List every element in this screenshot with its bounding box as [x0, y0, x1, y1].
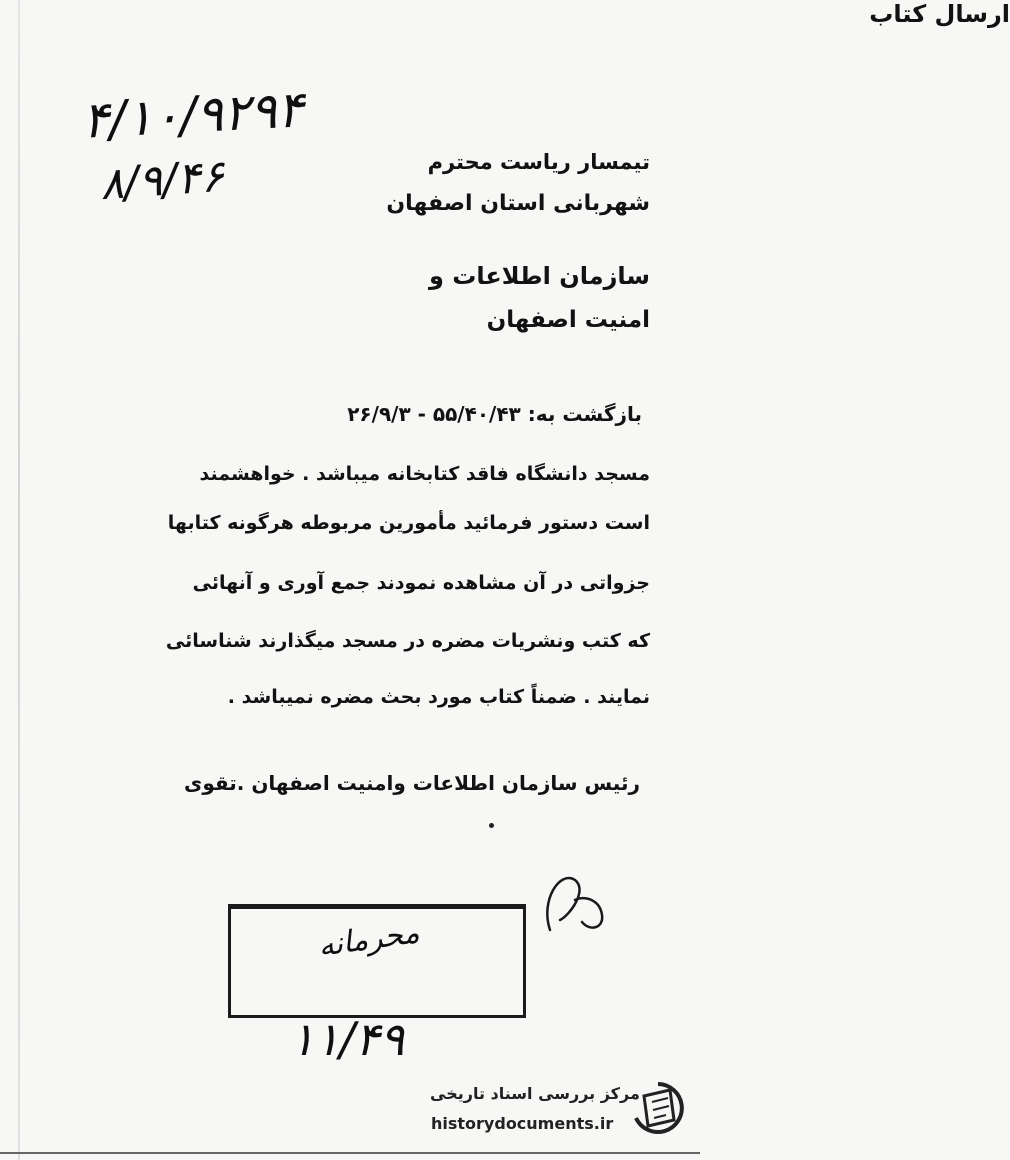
body-line: که کتب ونشریات مضره در مسجد میگذارند شناسائی: [165, 630, 650, 652]
body-line: جزواتی در آن مشاهده نمودند جمع آوری و آنهائی: [192, 572, 650, 594]
sender-line-2: امنیت اصفهان: [486, 307, 650, 333]
handwritten-file-number: ۱۱/۴۹: [290, 1012, 405, 1066]
footer-website: historydocuments.ir: [431, 1114, 614, 1133]
signature-line: رئیس سازمان اطلاعات وامنیت اصفهان .تقوی: [184, 771, 640, 795]
stamp-handwriting: محرمانه: [316, 915, 422, 964]
handwritten-reference-number: ۴/۱۰/۹۲۹۴: [80, 80, 306, 150]
footer-divider: [0, 1152, 700, 1154]
addressee-line-2: شهربانی استان اصفهان: [386, 191, 650, 216]
handwritten-date: ۸/۹/۴۶: [98, 150, 226, 211]
footer-watermark: [0, 1074, 700, 1160]
ink-dot: [489, 823, 494, 828]
page-edge: [18, 0, 20, 1160]
body-line: نمایند . ضمناً کتاب مورد بحث مضره نمیباشد .: [227, 686, 650, 708]
addressee-line-1: تیمسار ریاست محترم: [427, 150, 650, 174]
body-line: مسجد دانشگاه فاقد کتابخانه میباشد . خواهشمند: [199, 463, 650, 485]
archive-logo-icon: [630, 1080, 686, 1136]
subject-line: ارسال کتاب: [869, 0, 1010, 28]
footer-organization: مرکز بررسی اسناد تاریخی: [430, 1084, 640, 1103]
body-line: است دستور فرمائید مأمورین مربوطه هرگونه کتابها: [167, 512, 650, 534]
reference-line: بازگشت به: ۵۵/۴۰/۴۳ - ۲۶/۹/۳: [347, 402, 642, 426]
signature-scribble-icon: [530, 860, 620, 950]
sender-line-1: سازمان اطلاعات و: [429, 262, 650, 290]
